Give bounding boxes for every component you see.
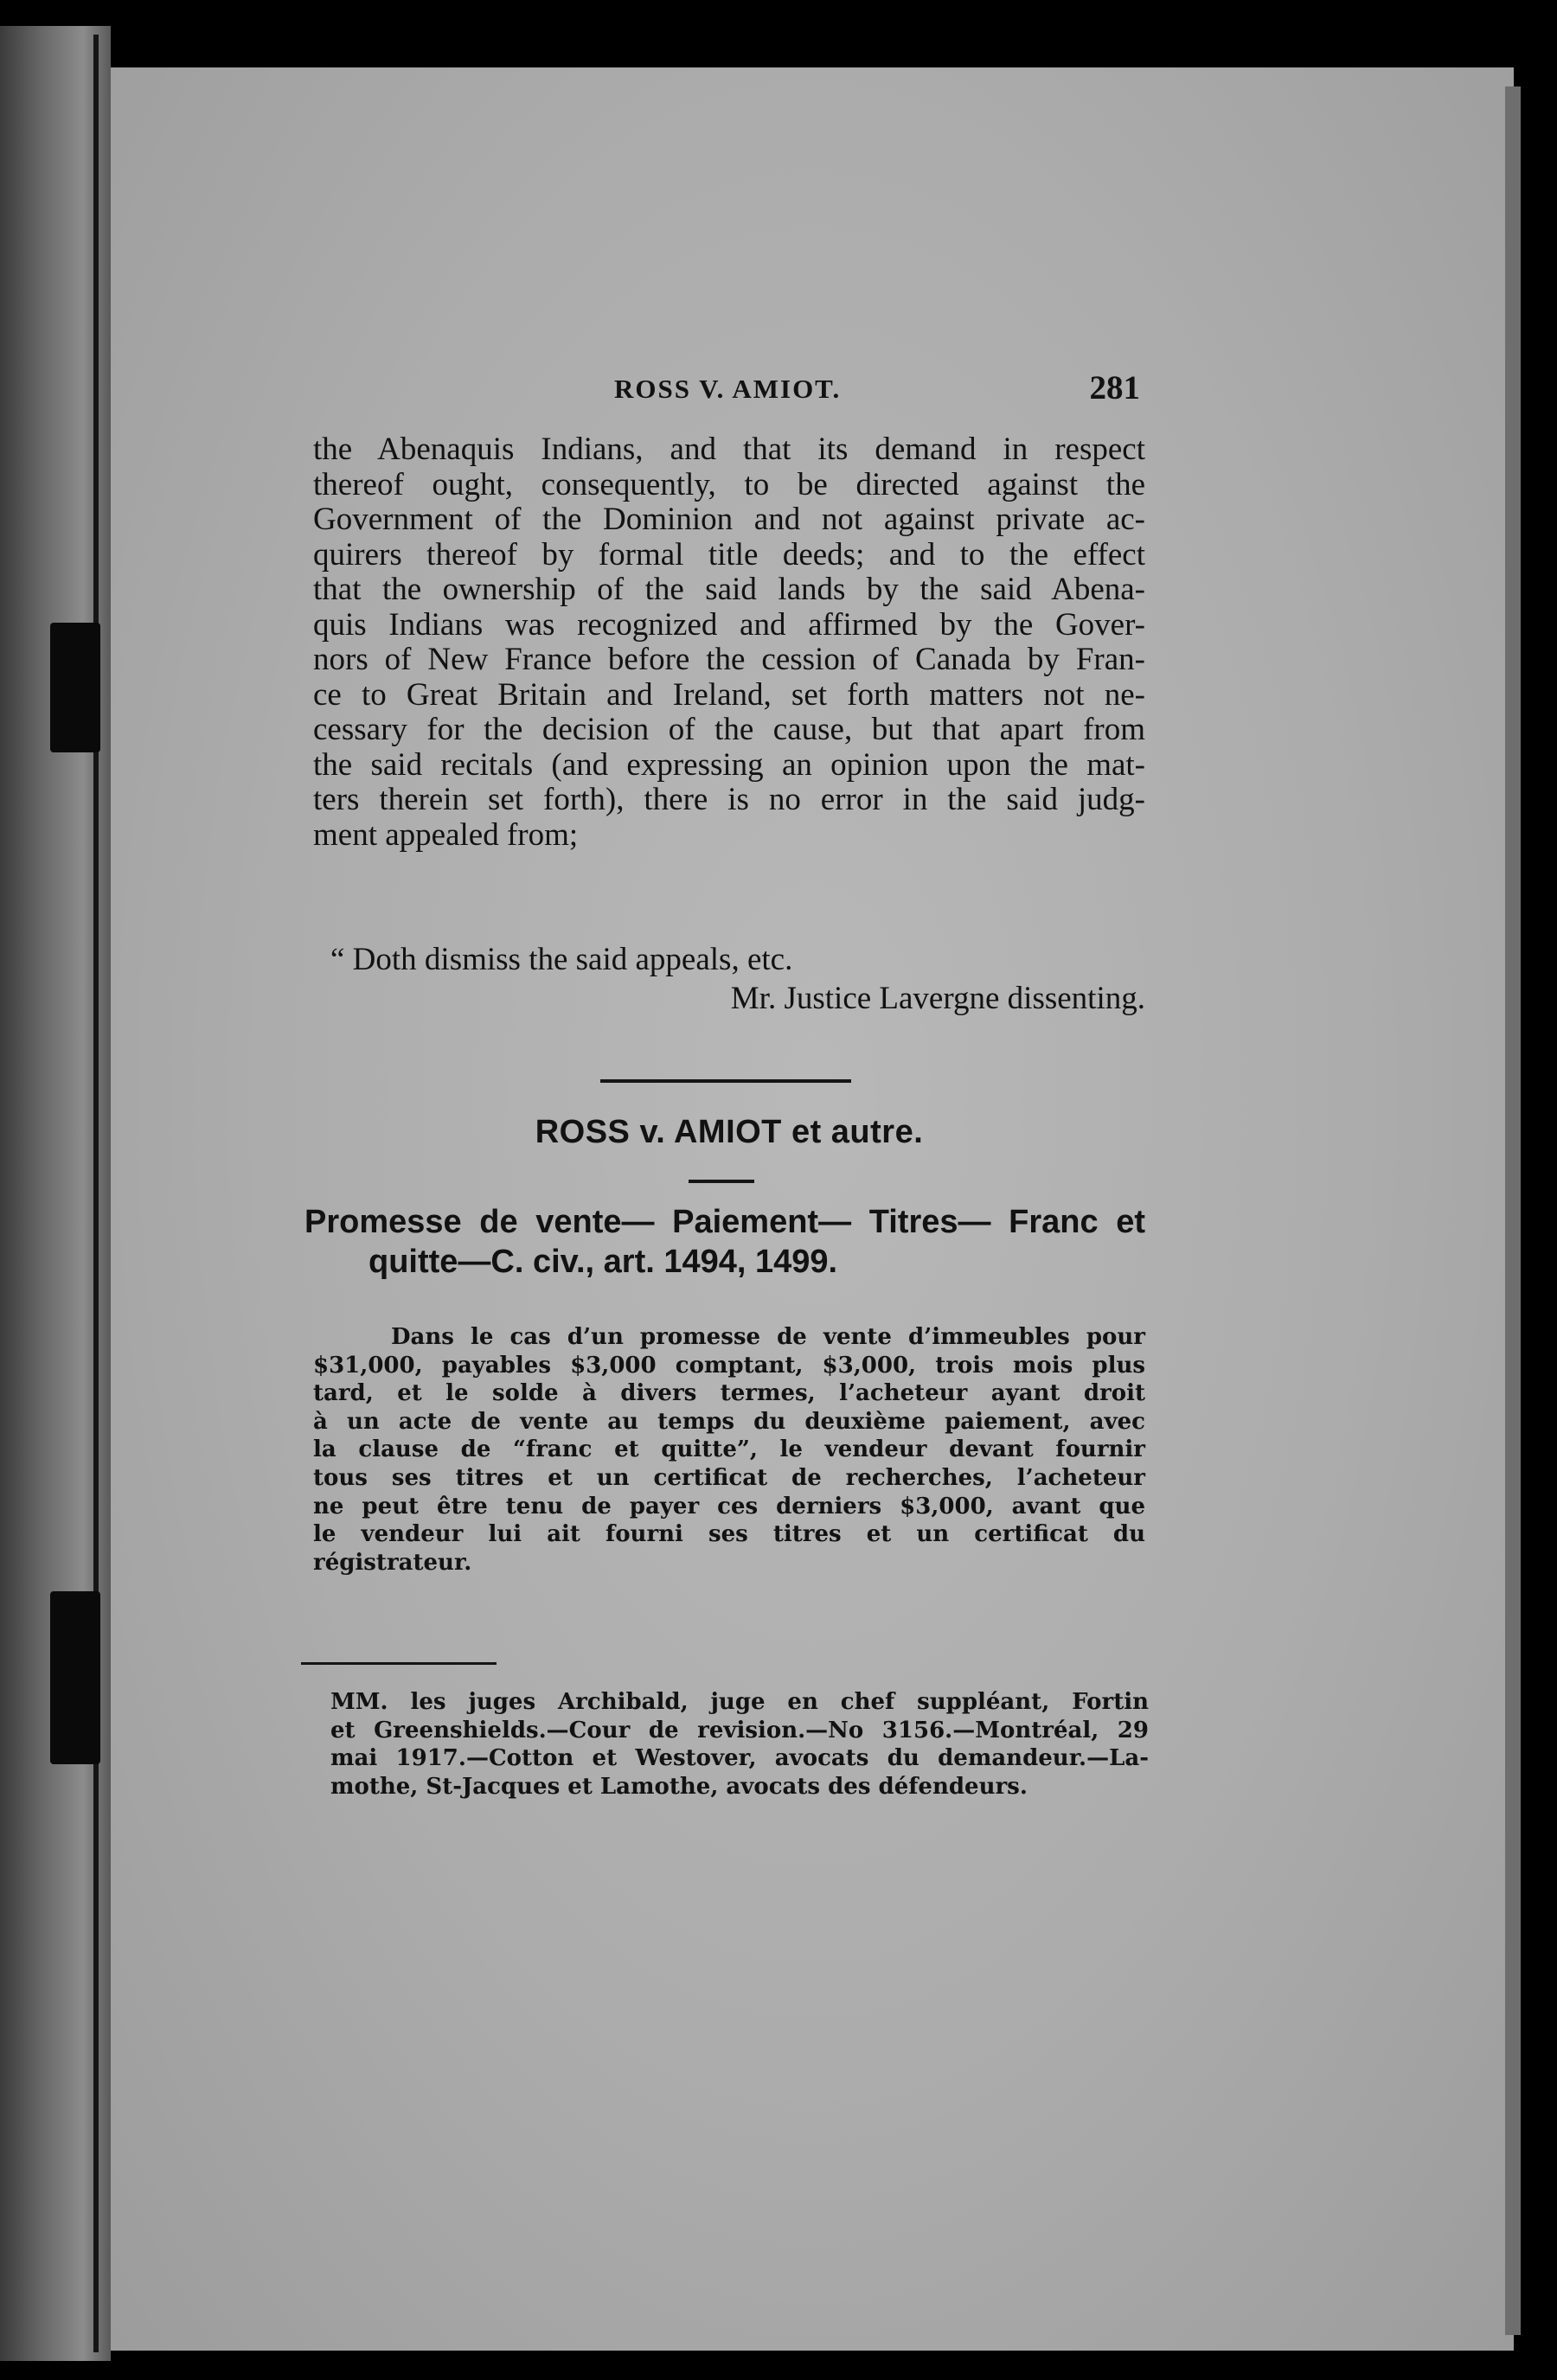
footnote (330, 1688, 1149, 1801)
summary-line: Dans le cas d’un promesse de vente d’immeubles pour (391, 1324, 1145, 1350)
text-line: quis Indians was recognized and affirmed by the Gover- (313, 606, 1145, 643)
footnote-rule (301, 1662, 497, 1665)
binding-clip (50, 1591, 100, 1764)
summary-line: le vendeur lui ait fourni ses titres et un certificat du (313, 1521, 1145, 1548)
summary-line: ne peut être tenu de payer ces derniers $3,000, avant que (313, 1493, 1145, 1519)
text-line: the said recitals (and expressing an opinion upon the mat- (313, 746, 1145, 783)
headnote-line: quitte—C. civ., art. 1494, 1499. (368, 1244, 838, 1280)
case-title: ROSS v. AMIOT et autre. (535, 1114, 924, 1150)
footnote-line: MM. les juges Archibald, juge en chef suppléant, Fortin (330, 1689, 1149, 1715)
summary-line: tous ses titres et un certificat de recherches, l’acheteur (313, 1464, 1145, 1491)
summary-line: tard, et le solde à divers termes, l’acheteur ayant droit (313, 1380, 1145, 1407)
text-line: cessary for the decision of the cause, but that apart from (313, 712, 1145, 747)
text-line: thereof ought, consequently, to be directed against the (313, 466, 1145, 502)
summary-line: à un acte de vente au temps du deuxième paiement, avec (313, 1408, 1145, 1435)
text-line: ce to Great Britain and Ireland, set forth matters not ne- (313, 676, 1145, 713)
dissent-line: Mr. Justice Lavergne dissenting. (730, 980, 1145, 1016)
binding-clip (50, 623, 100, 752)
title-rule (689, 1180, 754, 1183)
text-line: that the ownership of the said lands by the said Abena- (313, 572, 1145, 607)
closing-line: “ Doth dismiss the said appeals, etc. (330, 942, 793, 977)
case-summary (313, 1323, 1145, 1577)
binding-gutter (93, 35, 99, 2352)
page-edge-shadow (1505, 86, 1521, 2335)
text-line: nors of New France before the cession of Canada by Fran- (313, 642, 1145, 677)
summary-line: la clause de “franc et quitte”, le vendeur devant fournir (313, 1436, 1145, 1463)
text-line: quirers thereof by formal title deeds; and to the effect (313, 536, 1145, 573)
text-line: Government of the Dominion and not against private ac- (313, 502, 1145, 537)
judgment-closing (313, 943, 1145, 1016)
footnote-line: mothe, St-Jacques et Lamothe, avocats des défendeurs. (330, 1773, 1028, 1800)
section-divider (600, 1079, 851, 1083)
running-head (313, 368, 1145, 420)
running-title: ROSS V. AMIOT. (614, 374, 842, 404)
text-line: ment appealed from; (313, 816, 579, 853)
headnote-line: Promesse de vente— Paiement— Titres— Franc et (304, 1204, 1145, 1240)
footnote-line: mai 1917.—Cotton et Westover, avocats du demandeur.—La- (330, 1745, 1149, 1772)
text-line: the Abenaquis Indians, and that its demand in respect (313, 432, 1145, 467)
footnote-line: et Greenshields.—Cour de revision.—No 3156.—Montréal, 29 (330, 1717, 1149, 1743)
summary-line: régistrateur. (313, 1549, 472, 1576)
page-number: 281 (1089, 369, 1140, 406)
text-line: ters therein set forth), there is no error in the said judg- (313, 782, 1145, 817)
headnote (304, 1202, 1145, 1282)
summary-line: $31,000, payables $3,000 comptant, $3,000, trois mois plus (313, 1352, 1145, 1379)
body-paragraph (313, 432, 1145, 853)
